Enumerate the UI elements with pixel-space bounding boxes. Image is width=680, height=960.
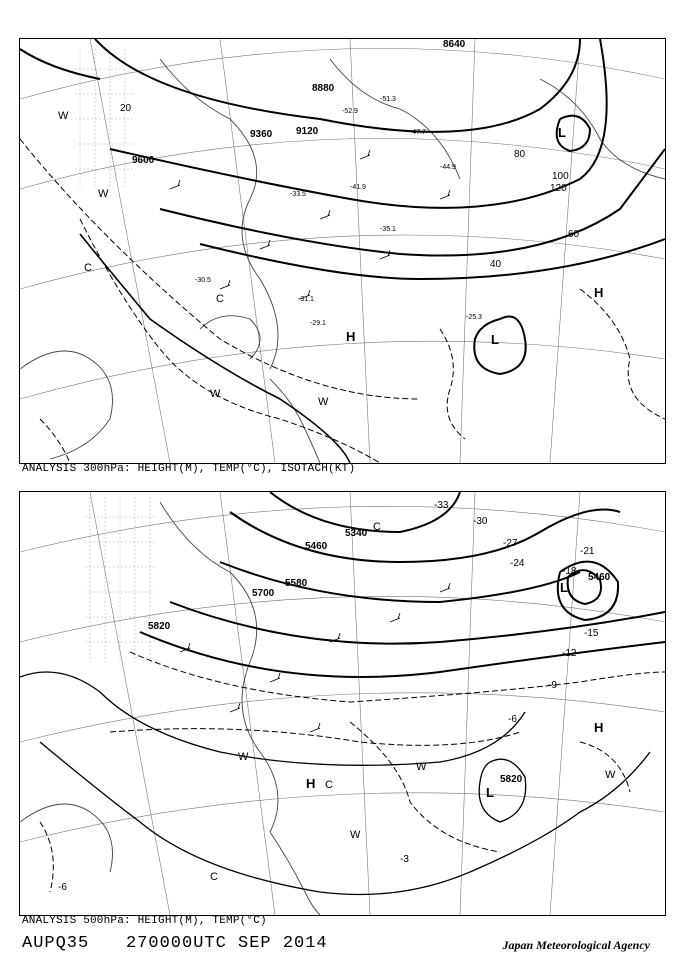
low-center-label: L xyxy=(491,332,499,347)
height-label: 5460 xyxy=(305,541,328,552)
temp-label: -52.9 xyxy=(342,108,358,115)
wind-barbs xyxy=(180,583,450,732)
bulletin-code: AUPQ35 xyxy=(22,934,90,953)
warm-mark: W xyxy=(605,769,616,781)
temp-label: -47.7 xyxy=(410,129,426,136)
warm-mark: W xyxy=(318,396,329,408)
temp-label: -3 xyxy=(400,854,409,865)
temp-label: -51.3 xyxy=(380,96,396,103)
temp-label: -30.5 xyxy=(195,277,211,284)
temp-label: -33 xyxy=(434,500,449,511)
high-center-label: H xyxy=(306,776,316,791)
temp-label: -35.1 xyxy=(380,226,396,233)
isotach-label: 40 xyxy=(490,259,502,270)
warm-mark: W xyxy=(210,388,221,400)
height-label: 5820 xyxy=(500,774,523,785)
temp-label: -30 xyxy=(473,516,488,527)
temp-label: -15 xyxy=(584,628,599,639)
valid-time: 270000UTC SEP 2014 xyxy=(126,934,328,953)
temp-label: -31.1 xyxy=(298,296,314,303)
agency-name: Japan Meteorological Agency xyxy=(502,938,650,952)
map-500hpa xyxy=(20,492,665,915)
isotach-label: 100 xyxy=(552,171,569,182)
chart-500hpa xyxy=(19,491,666,916)
isotachs xyxy=(20,139,665,463)
caption-300hpa: ANALYSIS 300hPa: HEIGHT(M), TEMP(°C), ISOTACH(KT) xyxy=(22,463,356,475)
isotach-label: 120 xyxy=(550,183,567,194)
high-center-label: H xyxy=(594,720,604,735)
caption-500hpa: ANALYSIS 500hPa: HEIGHT(M), TEMP(°C) xyxy=(22,915,267,927)
height-label: 5460 xyxy=(588,572,611,583)
temp-label: -18 xyxy=(562,566,577,577)
graticule xyxy=(20,39,665,463)
temp-label: -21 xyxy=(580,546,595,557)
height-label: 9600 xyxy=(132,155,155,166)
temp-label: -12 xyxy=(562,648,577,659)
height-label: 5580 xyxy=(285,578,308,589)
cold-mark: C xyxy=(84,262,92,274)
temp-label: -24 xyxy=(510,558,525,569)
low-center-label: L xyxy=(560,580,568,595)
cold-mark: C xyxy=(325,779,333,791)
height-label: 8640 xyxy=(443,39,466,50)
warm-mark: W xyxy=(416,761,427,773)
temp-label: -6 xyxy=(58,882,67,893)
temp-label: -29.1 xyxy=(310,320,326,327)
high-center-label: H xyxy=(346,329,356,344)
height-label: 5820 xyxy=(148,621,171,632)
graticule xyxy=(20,492,665,915)
temp-label: -25.3 xyxy=(466,314,482,321)
warm-mark: W xyxy=(238,751,249,763)
high-center-label: H xyxy=(594,285,604,300)
isotach-label: 80 xyxy=(514,149,526,160)
map-300hpa xyxy=(20,39,665,463)
low-center-label: L xyxy=(558,125,566,140)
temp-label: -9 xyxy=(548,680,557,691)
coastlines xyxy=(20,59,665,463)
low-center-label: L xyxy=(486,785,494,800)
temp-label: -33.5 xyxy=(290,191,306,198)
temp-label: -27 xyxy=(503,538,518,549)
cold-mark: C xyxy=(373,521,381,533)
cold-mark: C xyxy=(210,871,218,883)
temp-label: -44.9 xyxy=(440,164,456,171)
isotherms xyxy=(40,652,665,892)
height-label: 5340 xyxy=(345,528,368,539)
chart-300hpa xyxy=(19,38,666,464)
temp-label: -41.9 xyxy=(350,184,366,191)
height-label: 9360 xyxy=(250,129,273,140)
cold-mark: C xyxy=(216,293,224,305)
height-label: 8880 xyxy=(312,83,335,94)
isotherm-solid xyxy=(20,672,650,895)
height-label: 9120 xyxy=(296,126,319,137)
temp-label: -6 xyxy=(508,714,517,725)
coastlines xyxy=(20,502,320,915)
warm-mark: W xyxy=(350,829,361,841)
warm-mark: W xyxy=(98,188,109,200)
height-label: 5700 xyxy=(252,588,275,599)
footer xyxy=(22,934,662,956)
isotach-label: 20 xyxy=(120,103,132,114)
warm-mark: W xyxy=(58,110,69,122)
isotach-label: 60 xyxy=(568,229,580,240)
